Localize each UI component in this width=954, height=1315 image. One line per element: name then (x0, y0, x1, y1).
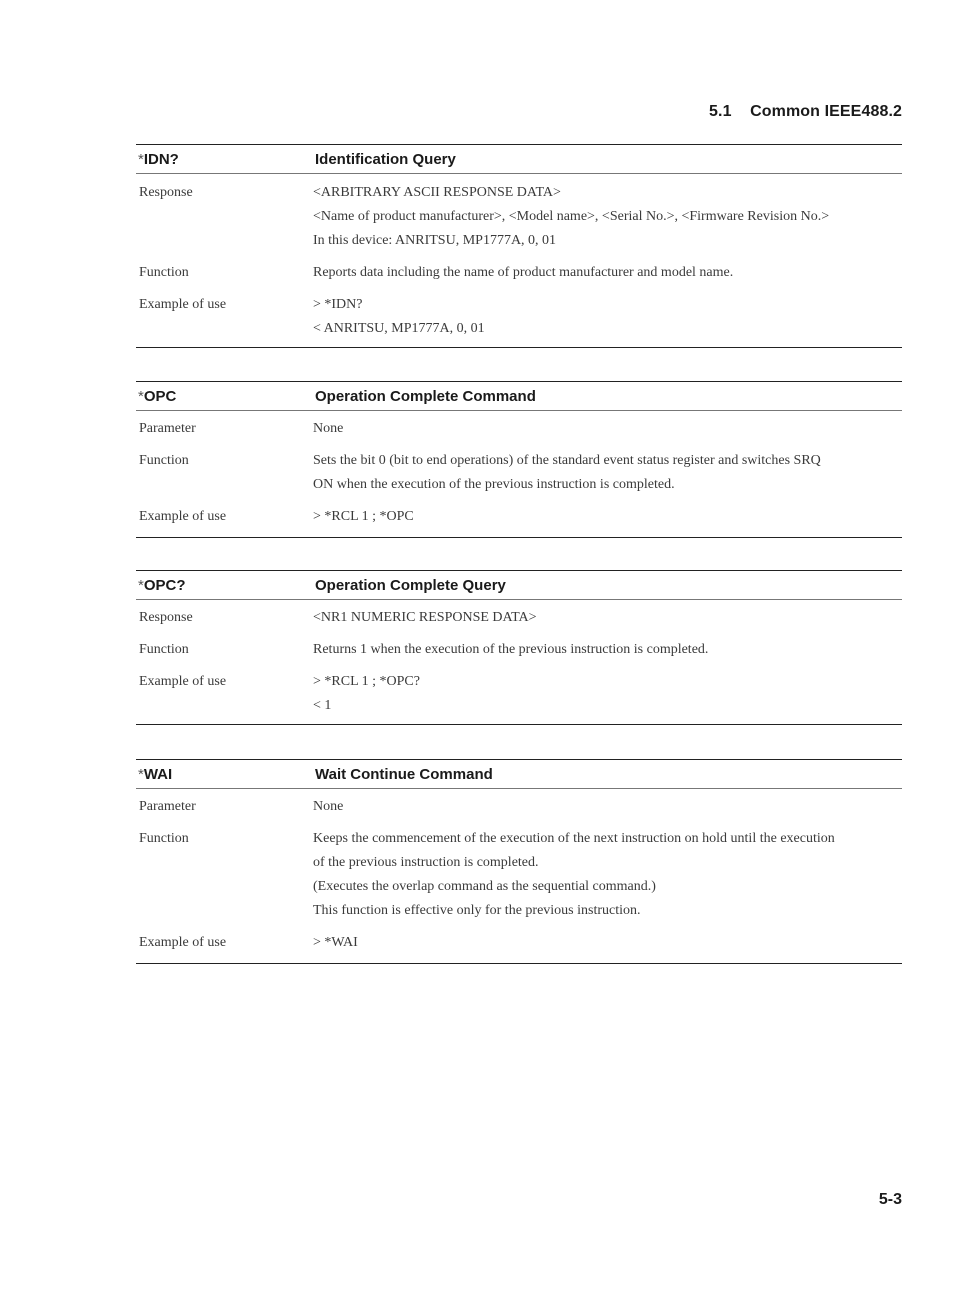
row-label: Response (139, 610, 193, 625)
row-value (313, 606, 902, 630)
row-parameter (136, 417, 902, 441)
value-line: (Executes the overlap command as the sequential command.) (313, 879, 656, 894)
command-header (136, 571, 902, 600)
row-function (136, 827, 902, 923)
value-line: <Name of product manufacturer>, <Model name>, <Serial No.>, <Firmware Revision No.> (313, 209, 830, 224)
command-header (136, 145, 902, 174)
value-line: In this device: ANRITSU, MP1777A, 0, 01 (313, 233, 557, 248)
row-label: Example of use (139, 509, 227, 524)
row-example (136, 931, 902, 955)
row-example (136, 293, 902, 341)
row-function (136, 638, 902, 662)
value-line: <NR1 NUMERIC RESPONSE DATA> (313, 610, 537, 625)
row-parameter (136, 795, 902, 819)
row-label: Example of use (139, 297, 227, 312)
row-label: Response (139, 185, 193, 200)
command-title: Wait Continue Command (315, 765, 493, 783)
command-title: Operation Complete Command (315, 387, 536, 405)
row-value (313, 261, 902, 285)
row-value (313, 638, 902, 662)
value-line: ON when the execution of the previous instruction is completed. (313, 477, 675, 492)
command-header (136, 760, 902, 789)
command-header (136, 382, 902, 411)
row-example (136, 670, 902, 718)
value-line: > *RCL 1 ; *OPC (313, 509, 414, 524)
row-value (313, 417, 902, 441)
value-line: None (313, 421, 344, 436)
row-label: Parameter (139, 421, 196, 436)
row-label: Example of use (139, 935, 227, 950)
command-block-idn (136, 144, 902, 348)
command-name: *WAI (138, 765, 173, 783)
value-line: Keeps the commencement of the execution of the next instruction on hold until the execution (313, 831, 835, 846)
command-block-opc-query (136, 570, 902, 725)
row-label: Function (139, 831, 189, 846)
row-response (136, 606, 902, 630)
row-label: Parameter (139, 799, 196, 814)
value-line: This function is effective only for the previous instruction. (313, 903, 641, 918)
command-title: Identification Query (315, 150, 456, 168)
section-number: 5.1 (709, 103, 732, 120)
row-label: Function (139, 453, 189, 468)
section-title: Common IEEE488.2 (750, 103, 902, 120)
value-line: Returns 1 when the execution of the previous instruction is completed. (313, 642, 709, 657)
value-line: of the previous instruction is completed. (313, 855, 539, 870)
row-label: Example of use (139, 674, 227, 689)
command-block-wai (136, 759, 902, 964)
command-name: *OPC (138, 387, 177, 405)
row-value (313, 181, 902, 253)
value-line: Sets the bit 0 (bit to end operations) of the standard event status register and switches SRQ (313, 453, 821, 468)
row-label: Function (139, 265, 189, 280)
value-line: < ANRITSU, MP1777A, 0, 01 (313, 321, 485, 336)
page-number: 5-3 (878, 1191, 902, 1208)
divider (136, 724, 902, 725)
value-line: <ARBITRARY ASCII RESPONSE DATA> (313, 185, 561, 200)
row-value (313, 293, 902, 341)
divider (136, 963, 902, 964)
command-block-opc (136, 381, 902, 538)
value-line: < 1 (313, 698, 332, 713)
command-title: Operation Complete Query (315, 576, 506, 594)
value-line: None (313, 799, 344, 814)
page-header (709, 103, 902, 121)
row-example (136, 505, 902, 529)
value-line: > *IDN? (313, 297, 363, 312)
value-line: > *RCL 1 ; *OPC? (313, 674, 420, 689)
value-line: Reports data including the name of product manufacturer and model name. (313, 265, 734, 280)
row-response (136, 181, 902, 253)
row-function (136, 261, 902, 285)
row-label: Function (139, 642, 189, 657)
row-value (313, 670, 902, 718)
row-value (313, 827, 902, 923)
row-value (313, 931, 902, 955)
value-line: > *WAI (313, 935, 358, 950)
divider (136, 537, 902, 538)
divider (136, 347, 902, 348)
command-name: *IDN? (138, 150, 179, 168)
row-value (313, 505, 902, 529)
row-function (136, 449, 902, 497)
row-value (313, 449, 902, 497)
command-name: *OPC? (138, 576, 186, 594)
row-value (313, 795, 902, 819)
